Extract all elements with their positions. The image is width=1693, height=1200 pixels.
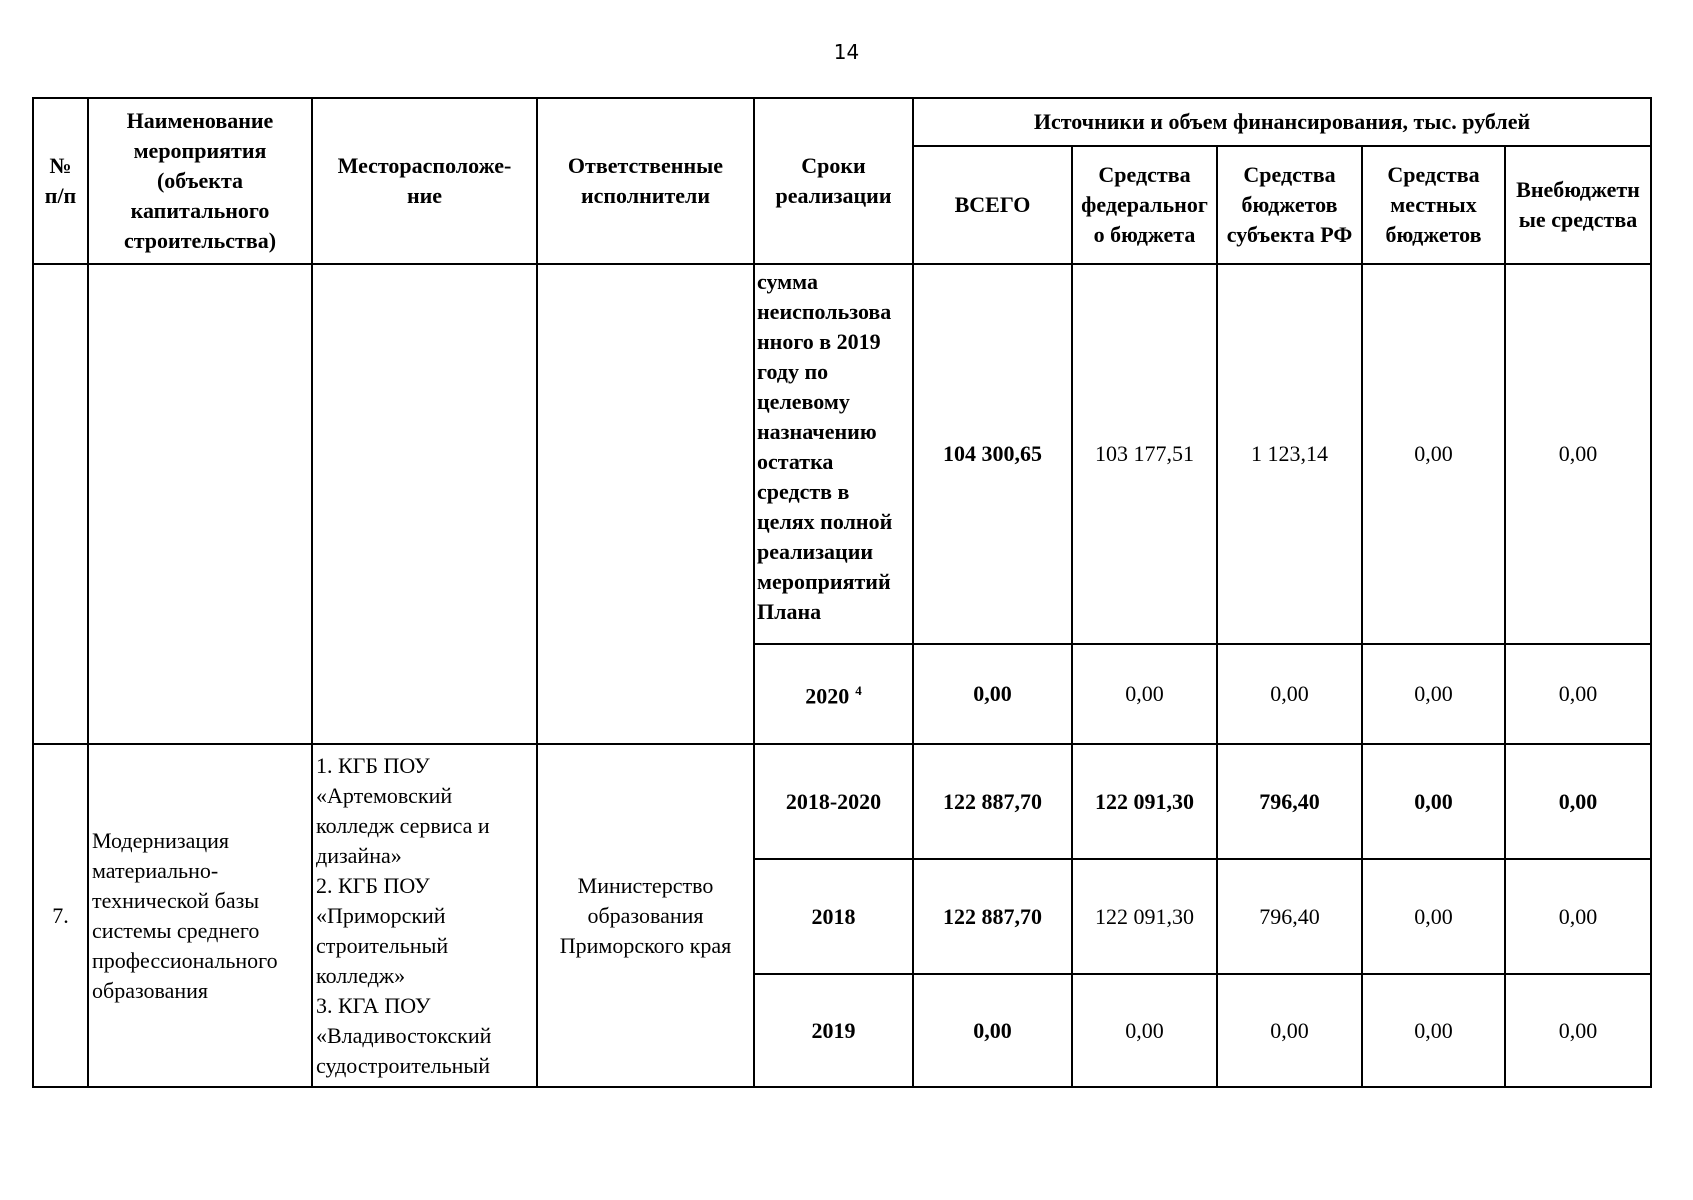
cell-federal: 122 091,30 — [1072, 744, 1217, 859]
footnote-marker: 4 — [855, 683, 862, 699]
cell-responsible-continued — [537, 264, 754, 744]
header-regional: Средства бюджетов субъекта РФ — [1217, 146, 1362, 264]
cell-num-continued — [33, 264, 88, 744]
cell-local: 0,00 — [1362, 744, 1505, 859]
item7-row-2018-2020 — [33, 744, 1651, 859]
header-federal: Средства федеральног о бюджета — [1072, 146, 1217, 264]
header-num: № п/п — [33, 98, 88, 264]
cell-regional: 0,00 — [1217, 644, 1362, 744]
header-location: Месторасположе- ние — [312, 98, 537, 264]
header-funding-group: Источники и объем финансирования, тыс. рублей — [913, 98, 1651, 146]
cell-period-unused: сумма неиспользова нного в 2019 году по целевому назначению остатка средств в целях полной реализации мероприятий Плана — [754, 264, 913, 644]
cell-period: 2018-2020 — [754, 744, 913, 859]
page-number: 14 — [833, 40, 860, 64]
header-row-1 — [33, 98, 1651, 146]
header-name: Наименование мероприятия (объекта капитального строительства) — [88, 98, 312, 264]
item7-location: 1. КГБ ПОУ «Артемовский колледж сервиса и дизайна» 2. КГБ ПОУ «Приморский строительный колледж» 3. КГА ПОУ «Владивостокский судостроительный — [312, 744, 537, 1087]
cell-period: 2018 — [754, 859, 913, 974]
cell-period: 2019 — [754, 974, 913, 1087]
cell-extra: 0,00 — [1505, 264, 1651, 644]
cell-extra: 0,00 — [1505, 744, 1651, 859]
header-local: Средства местных бюджетов — [1362, 146, 1505, 264]
header-period: Сроки реализации — [754, 98, 913, 264]
cell-regional: 796,40 — [1217, 859, 1362, 974]
financing-table — [32, 97, 1652, 1088]
cell-period-2020: 2020 $^4$ — [754, 644, 913, 744]
cell-total: 0,00 — [913, 644, 1072, 744]
cell-local: 0,00 — [1362, 974, 1505, 1087]
row-unused-balance — [33, 264, 1651, 644]
cell-regional: 1 123,14 — [1217, 264, 1362, 644]
item7-num: 7. — [33, 744, 88, 1087]
cell-federal: 0,00 — [1072, 644, 1217, 744]
header-extra: Внебюджетн ые средства — [1505, 146, 1651, 264]
cell-extra: 0,00 — [1505, 859, 1651, 974]
item7-responsible: Министерство образования Приморского края — [537, 744, 754, 1087]
cell-local: 0,00 — [1362, 644, 1505, 744]
cell-name-continued — [88, 264, 312, 744]
cell-location-continued — [312, 264, 537, 744]
cell-extra: 0,00 — [1505, 644, 1651, 744]
cell-federal: 122 091,30 — [1072, 859, 1217, 974]
cell-regional: 0,00 — [1217, 974, 1362, 1087]
cell-total: 122 887,70 — [913, 859, 1072, 974]
item7-name: Модернизация материально- технической базы системы среднего профессионального образования — [88, 744, 312, 1087]
header-total: ВСЕГО — [913, 146, 1072, 264]
cell-extra: 0,00 — [1505, 974, 1651, 1087]
cell-total: 104 300,65 — [913, 264, 1072, 644]
cell-total: 122 887,70 — [913, 744, 1072, 859]
cell-local: 0,00 — [1362, 859, 1505, 974]
header-responsible: Ответственные исполнители — [537, 98, 754, 264]
cell-federal: 0,00 — [1072, 974, 1217, 1087]
cell-regional: 796,40 — [1217, 744, 1362, 859]
cell-total: 0,00 — [913, 974, 1072, 1087]
cell-local: 0,00 — [1362, 264, 1505, 644]
cell-federal: 103 177,51 — [1072, 264, 1217, 644]
